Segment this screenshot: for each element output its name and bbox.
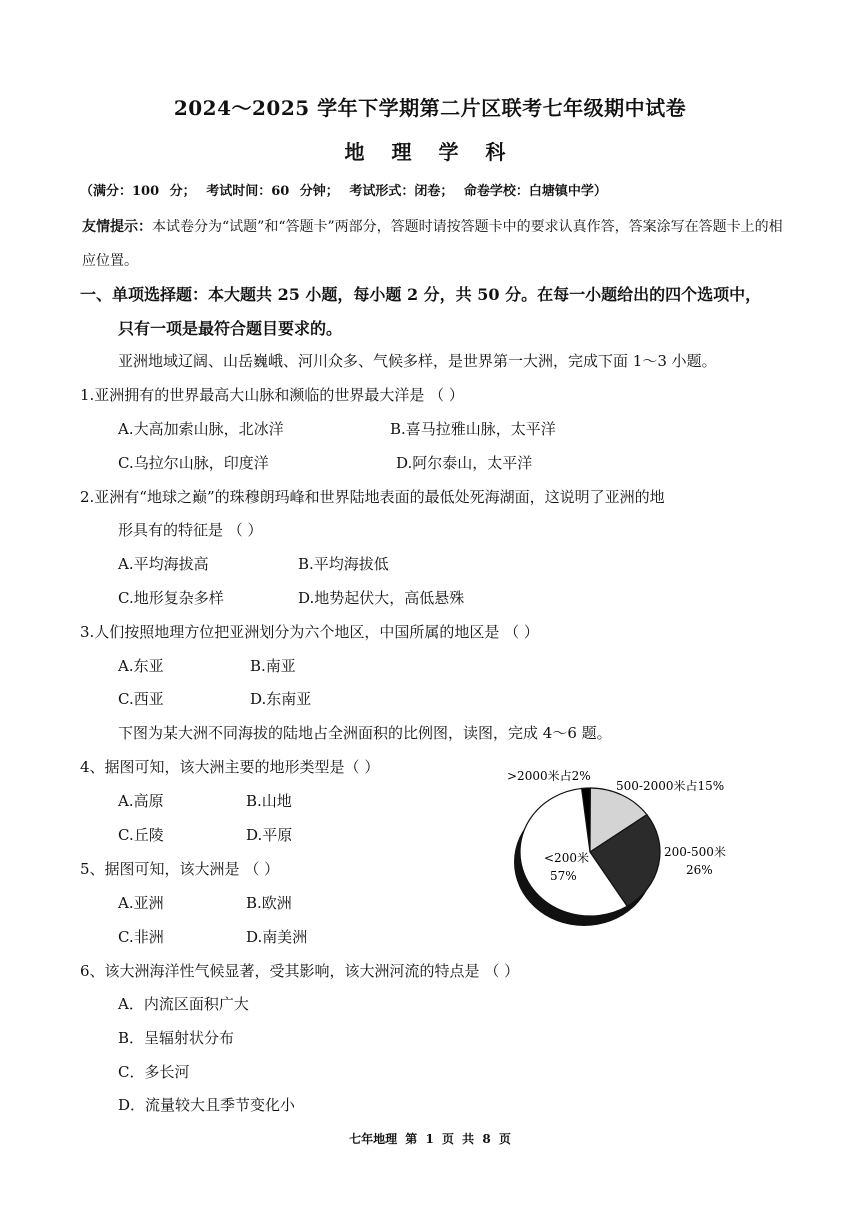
label-under-200-percent: 57% bbox=[550, 869, 577, 883]
label-200-500: 200-500米 bbox=[664, 845, 726, 859]
q2-option-d: D.地势起伏大，高低悬殊 bbox=[298, 589, 465, 607]
q5-option-c: C.非洲 bbox=[118, 928, 164, 946]
q1-option-d: D.阿尔泰山，太平洋 bbox=[396, 454, 533, 472]
section-heading-line2: 只有一项是最符合题目要求的。 bbox=[118, 319, 343, 338]
intro-asia: 亚洲地域辽阔、山岳巍峨、河川众多、气候多样，是世界第一大洲，完成下面 1～3 小题。 bbox=[118, 352, 717, 370]
q1-option-b: B.喜马拉雅山脉，太平洋 bbox=[390, 420, 556, 438]
label-over-2000: >2000米占2% bbox=[507, 769, 591, 783]
q5-option-a: A.亚洲 bbox=[118, 894, 164, 912]
pie-chart-svg bbox=[490, 760, 750, 940]
q5-stem: 5、据图可知，该大洲是 （ ） bbox=[80, 860, 280, 878]
label-200-500-percent: 26% bbox=[686, 863, 713, 877]
q4-option-b: B.山地 bbox=[246, 792, 292, 810]
exam-info: （满分：100 分； 考试时间：60 分钟； 考试形式：闭卷； 命卷学校：白塘镇中学） bbox=[80, 184, 607, 199]
q3-option-c: C.西亚 bbox=[118, 690, 164, 708]
q2-option-c: C.地形复杂多样 bbox=[118, 589, 224, 607]
q1-stem: 1.亚洲拥有的世界最高大山脉和濒临的世界最大洋是 （ ） bbox=[80, 386, 464, 404]
q3-option-b: B.南亚 bbox=[250, 657, 296, 675]
q6-option-d: D．流量较大且季节变化小 bbox=[118, 1096, 296, 1114]
label-under-200: <200米 bbox=[544, 851, 589, 865]
q3-option-a: A.东亚 bbox=[118, 657, 164, 675]
q4-option-c: C.丘陵 bbox=[118, 826, 164, 844]
q4-option-a: A.高原 bbox=[118, 792, 164, 810]
subject-title: 地 理 学 科 bbox=[344, 140, 516, 164]
q1-option-a: A.大高加索山脉，北冰洋 bbox=[118, 420, 284, 438]
q2-stem-line1: 2.亚洲有“地球之巅”的珠穆朗玛峰和世界陆地表面的最低处死海湖面，这说明了亚洲的地 bbox=[80, 488, 665, 506]
q2-stem-line2: 形具有的特征是 （ ） bbox=[118, 521, 263, 539]
tip-label: 友情提示： bbox=[82, 219, 152, 235]
q6-option-c: C．多长河 bbox=[118, 1063, 190, 1081]
section-heading-line1: 一、单项选择题：本大题共 25 小题，每小题 2 分，共 50 分。在每一小题给出的四个选项中， bbox=[80, 285, 762, 304]
q6-option-a: A．内流区面积广大 bbox=[118, 995, 249, 1013]
q3-stem: 3.人们按照地理方位把亚洲划分为六个地区，中国所属的地区是 （ ） bbox=[80, 623, 539, 641]
friendly-tip bbox=[82, 210, 788, 278]
tip-text: 本试卷分为“试题”和“答题卡”两部分，答题时请按答题卡中的要求认真作答，答案涂写在答题卡上的相应位置。 bbox=[82, 219, 783, 269]
elevation-pie-chart bbox=[490, 760, 750, 940]
q3-option-d: D.东南亚 bbox=[250, 690, 312, 708]
q5-option-d: D.南美洲 bbox=[246, 928, 308, 946]
intro-chart: 下图为某大洲不同海拔的陆地占全洲面积的比例图，读图，完成 4～6 题。 bbox=[118, 724, 612, 742]
q1-option-c: C.乌拉尔山脉，印度洋 bbox=[118, 454, 269, 472]
q6-option-b: B．呈辐射状分布 bbox=[118, 1029, 235, 1047]
exam-title: 2024～2025 学年下学期第二片区联考七年级期中试卷 bbox=[173, 96, 687, 120]
label-500-2000: 500-2000米占15% bbox=[616, 779, 725, 793]
q5-option-b: B.欧洲 bbox=[246, 894, 292, 912]
pie-slices-layer bbox=[520, 788, 660, 916]
q2-option-b: B.平均海拔低 bbox=[298, 555, 389, 573]
q6-stem: 6、该大洲海洋性气候显著，受其影响，该大洲河流的特点是 （ ） bbox=[80, 962, 520, 980]
page-footer: 七年地理 第 1 页 共 8 页 bbox=[349, 1132, 511, 1146]
q4-stem: 4、据图可知，该大洲主要的地形类型是（ ） bbox=[80, 758, 380, 776]
q4-option-d: D.平原 bbox=[246, 826, 293, 844]
q2-option-a: A.平均海拔高 bbox=[118, 555, 209, 573]
